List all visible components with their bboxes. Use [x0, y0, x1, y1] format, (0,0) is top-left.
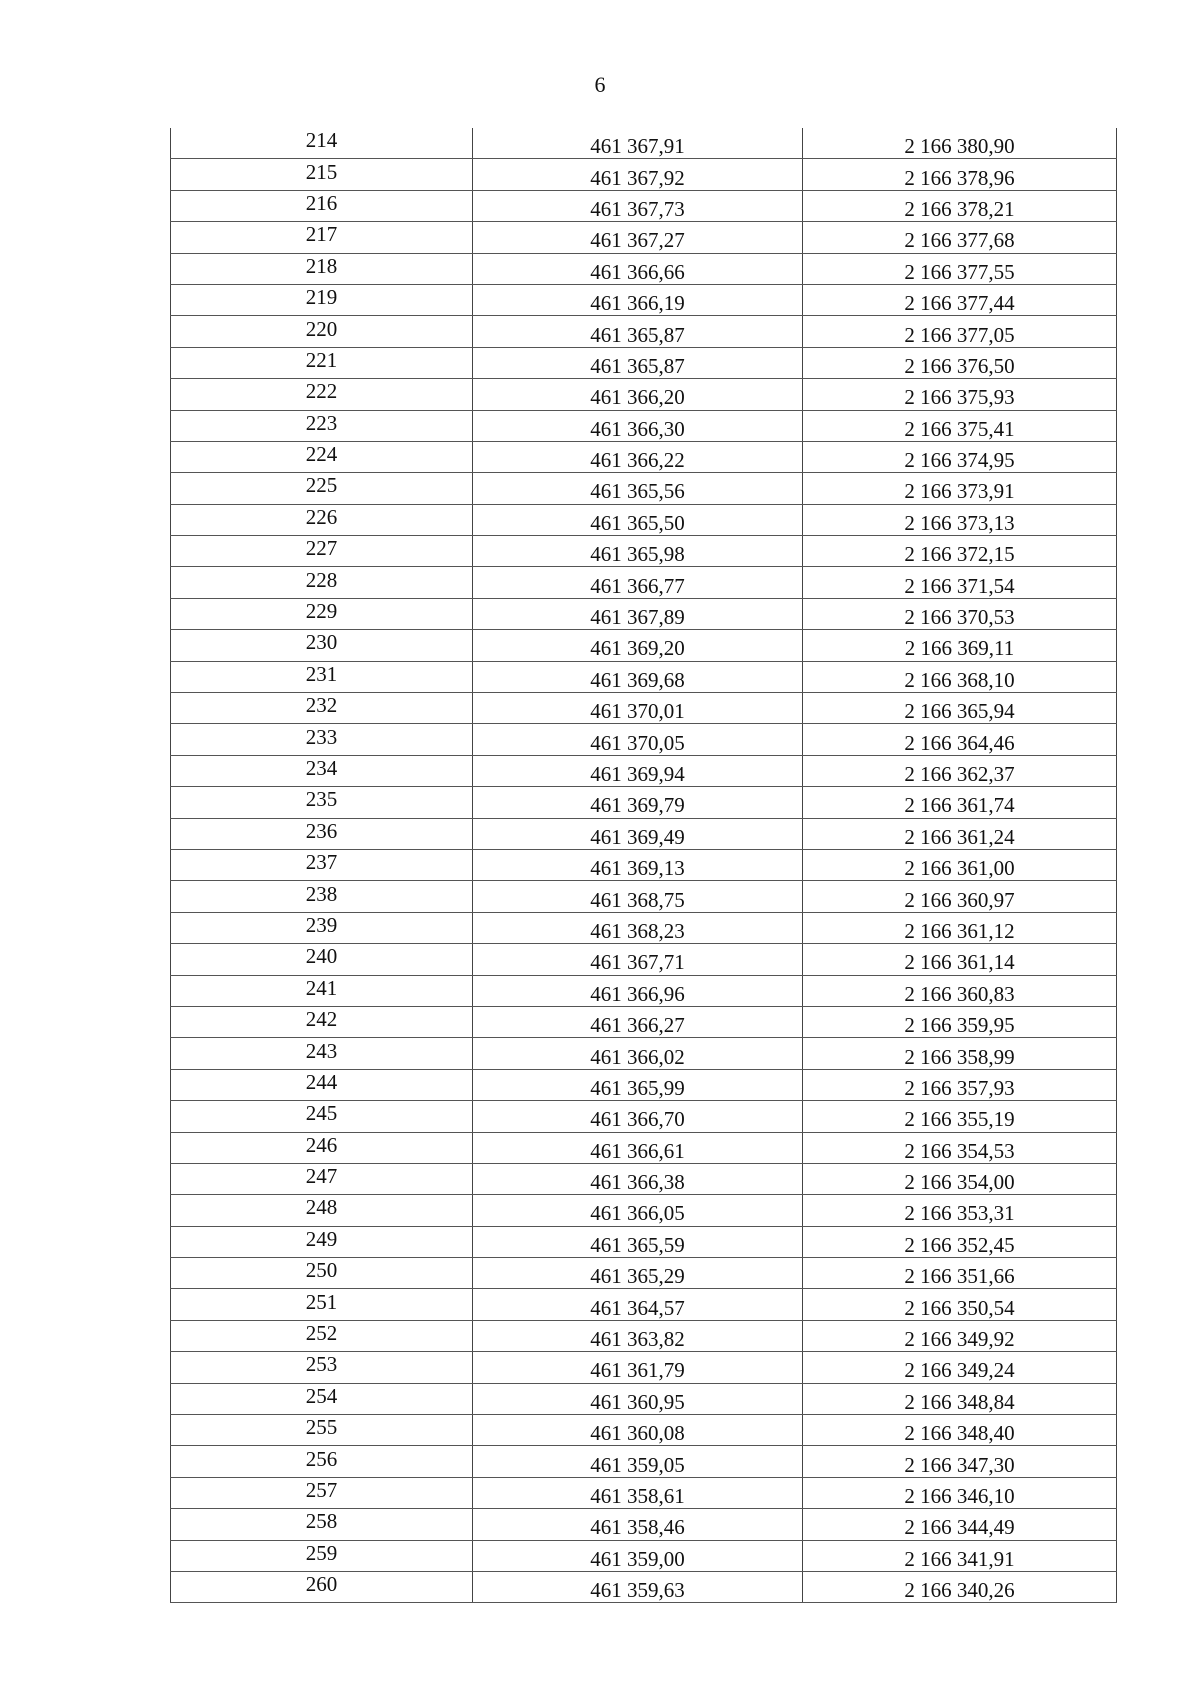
point-number-cell: 244 [171, 1069, 473, 1100]
table-row [171, 1383, 1117, 1414]
point-number-cell: 222 [171, 379, 473, 410]
point-number-cell: 240 [171, 944, 473, 975]
table-row [171, 1195, 1117, 1226]
y-coordinate-cell: 2 166 377,05 [803, 316, 1117, 347]
x-coordinate-cell: 461 366,61 [473, 1132, 803, 1163]
y-coordinate-cell: 2 166 368,10 [803, 661, 1117, 692]
table-row [171, 881, 1117, 912]
x-coordinate-cell: 461 366,05 [473, 1195, 803, 1226]
table-row [171, 1289, 1117, 1320]
x-coordinate-cell: 461 369,68 [473, 661, 803, 692]
y-coordinate-cell: 2 166 376,50 [803, 347, 1117, 378]
point-number-cell: 231 [171, 661, 473, 692]
table-row [171, 253, 1117, 284]
y-coordinate-cell: 2 166 378,96 [803, 159, 1117, 190]
point-number-cell: 216 [171, 190, 473, 221]
table-row [171, 975, 1117, 1006]
table-row [171, 818, 1117, 849]
y-coordinate-cell: 2 166 362,37 [803, 755, 1117, 786]
point-number-cell: 215 [171, 159, 473, 190]
y-coordinate-cell: 2 166 361,14 [803, 944, 1117, 975]
point-number-cell: 229 [171, 598, 473, 629]
table-row [171, 441, 1117, 472]
x-coordinate-cell: 461 370,05 [473, 724, 803, 755]
y-coordinate-cell: 2 166 373,13 [803, 504, 1117, 535]
x-coordinate-cell: 461 365,59 [473, 1226, 803, 1257]
table-row [171, 661, 1117, 692]
table-row [171, 1446, 1117, 1477]
x-coordinate-cell: 461 367,92 [473, 159, 803, 190]
table-row [171, 1006, 1117, 1037]
point-number-cell: 226 [171, 504, 473, 535]
point-number-cell: 238 [171, 881, 473, 912]
table-row [171, 724, 1117, 755]
y-coordinate-cell: 2 166 361,24 [803, 818, 1117, 849]
table-row [171, 284, 1117, 315]
y-coordinate-cell: 2 166 351,66 [803, 1258, 1117, 1289]
table-row [171, 410, 1117, 441]
x-coordinate-cell: 461 360,95 [473, 1383, 803, 1414]
x-coordinate-cell: 461 366,70 [473, 1101, 803, 1132]
point-number-cell: 242 [171, 1006, 473, 1037]
x-coordinate-cell: 461 366,66 [473, 253, 803, 284]
x-coordinate-cell: 461 360,08 [473, 1415, 803, 1446]
point-number-cell: 246 [171, 1132, 473, 1163]
table-row [171, 1540, 1117, 1571]
x-coordinate-cell: 461 365,29 [473, 1258, 803, 1289]
y-coordinate-cell: 2 166 361,12 [803, 912, 1117, 943]
x-coordinate-cell: 461 367,91 [473, 128, 803, 159]
x-coordinate-cell: 461 366,22 [473, 441, 803, 472]
point-number-cell: 239 [171, 912, 473, 943]
table-row [171, 1352, 1117, 1383]
table-row [171, 1258, 1117, 1289]
table-row [171, 1101, 1117, 1132]
y-coordinate-cell: 2 166 380,90 [803, 128, 1117, 159]
x-coordinate-cell: 461 365,56 [473, 473, 803, 504]
y-coordinate-cell: 2 166 350,54 [803, 1289, 1117, 1320]
y-coordinate-cell: 2 166 341,91 [803, 1540, 1117, 1571]
point-number-cell: 255 [171, 1415, 473, 1446]
table-row [171, 598, 1117, 629]
y-coordinate-cell: 2 166 378,21 [803, 190, 1117, 221]
table-row [171, 473, 1117, 504]
coordinates-table [170, 128, 1117, 1603]
point-number-cell: 256 [171, 1446, 473, 1477]
table-row [171, 1038, 1117, 1069]
point-number-cell: 218 [171, 253, 473, 284]
point-number-cell: 252 [171, 1320, 473, 1351]
point-number-cell: 223 [171, 410, 473, 441]
x-coordinate-cell: 461 365,50 [473, 504, 803, 535]
table-row [171, 1132, 1117, 1163]
table-row [171, 1226, 1117, 1257]
point-number-cell: 237 [171, 849, 473, 880]
y-coordinate-cell: 2 166 360,83 [803, 975, 1117, 1006]
x-coordinate-cell: 461 369,20 [473, 630, 803, 661]
table-row [171, 1069, 1117, 1100]
y-coordinate-cell: 2 166 340,26 [803, 1571, 1117, 1602]
point-number-cell: 248 [171, 1195, 473, 1226]
y-coordinate-cell: 2 166 352,45 [803, 1226, 1117, 1257]
x-coordinate-cell: 461 365,99 [473, 1069, 803, 1100]
table-row [171, 849, 1117, 880]
x-coordinate-cell: 461 367,89 [473, 598, 803, 629]
table-row [171, 755, 1117, 786]
y-coordinate-cell: 2 166 375,41 [803, 410, 1117, 441]
x-coordinate-cell: 461 366,77 [473, 567, 803, 598]
y-coordinate-cell: 2 166 371,54 [803, 567, 1117, 598]
point-number-cell: 241 [171, 975, 473, 1006]
x-coordinate-cell: 461 359,00 [473, 1540, 803, 1571]
table-row [171, 912, 1117, 943]
y-coordinate-cell: 2 166 370,53 [803, 598, 1117, 629]
y-coordinate-cell: 2 166 364,46 [803, 724, 1117, 755]
point-number-cell: 247 [171, 1163, 473, 1194]
table-row [171, 128, 1117, 159]
point-number-cell: 217 [171, 222, 473, 253]
y-coordinate-cell: 2 166 361,00 [803, 849, 1117, 880]
point-number-cell: 259 [171, 1540, 473, 1571]
table-row [171, 1163, 1117, 1194]
table-row [171, 693, 1117, 724]
point-number-cell: 254 [171, 1383, 473, 1414]
point-number-cell: 236 [171, 818, 473, 849]
table-row [171, 944, 1117, 975]
table-row [171, 347, 1117, 378]
table-row [171, 1571, 1117, 1602]
point-number-cell: 221 [171, 347, 473, 378]
x-coordinate-cell: 461 367,27 [473, 222, 803, 253]
coordinates-table-body [171, 128, 1117, 1603]
x-coordinate-cell: 461 366,19 [473, 284, 803, 315]
y-coordinate-cell: 2 166 377,68 [803, 222, 1117, 253]
table-row [171, 630, 1117, 661]
table-row [171, 1477, 1117, 1508]
x-coordinate-cell: 461 366,20 [473, 379, 803, 410]
table-row [171, 567, 1117, 598]
point-number-cell: 220 [171, 316, 473, 347]
x-coordinate-cell: 461 365,98 [473, 536, 803, 567]
point-number-cell: 233 [171, 724, 473, 755]
y-coordinate-cell: 2 166 353,31 [803, 1195, 1117, 1226]
y-coordinate-cell: 2 166 349,24 [803, 1352, 1117, 1383]
x-coordinate-cell: 461 359,63 [473, 1571, 803, 1602]
x-coordinate-cell: 461 369,13 [473, 849, 803, 880]
y-coordinate-cell: 2 166 361,74 [803, 787, 1117, 818]
x-coordinate-cell: 461 366,02 [473, 1038, 803, 1069]
x-coordinate-cell: 461 359,05 [473, 1446, 803, 1477]
x-coordinate-cell: 461 369,49 [473, 818, 803, 849]
point-number-cell: 260 [171, 1571, 473, 1602]
y-coordinate-cell: 2 166 357,93 [803, 1069, 1117, 1100]
point-number-cell: 235 [171, 787, 473, 818]
y-coordinate-cell: 2 166 348,40 [803, 1415, 1117, 1446]
x-coordinate-cell: 461 364,57 [473, 1289, 803, 1320]
y-coordinate-cell: 2 166 354,00 [803, 1163, 1117, 1194]
point-number-cell: 249 [171, 1226, 473, 1257]
y-coordinate-cell: 2 166 373,91 [803, 473, 1117, 504]
y-coordinate-cell: 2 166 354,53 [803, 1132, 1117, 1163]
y-coordinate-cell: 2 166 360,97 [803, 881, 1117, 912]
y-coordinate-cell: 2 166 375,93 [803, 379, 1117, 410]
point-number-cell: 214 [171, 128, 473, 159]
x-coordinate-cell: 461 366,38 [473, 1163, 803, 1194]
point-number-cell: 251 [171, 1289, 473, 1320]
point-number-cell: 243 [171, 1038, 473, 1069]
y-coordinate-cell: 2 166 355,19 [803, 1101, 1117, 1132]
point-number-cell: 219 [171, 284, 473, 315]
x-coordinate-cell: 461 367,73 [473, 190, 803, 221]
y-coordinate-cell: 2 166 349,92 [803, 1320, 1117, 1351]
point-number-cell: 225 [171, 473, 473, 504]
table-row [171, 504, 1117, 535]
point-number-cell: 234 [171, 755, 473, 786]
x-coordinate-cell: 461 368,75 [473, 881, 803, 912]
point-number-cell: 232 [171, 693, 473, 724]
y-coordinate-cell: 2 166 348,84 [803, 1383, 1117, 1414]
y-coordinate-cell: 2 166 374,95 [803, 441, 1117, 472]
point-number-cell: 250 [171, 1258, 473, 1289]
point-number-cell: 227 [171, 536, 473, 567]
y-coordinate-cell: 2 166 359,95 [803, 1006, 1117, 1037]
x-coordinate-cell: 461 366,96 [473, 975, 803, 1006]
point-number-cell: 224 [171, 441, 473, 472]
x-coordinate-cell: 461 369,79 [473, 787, 803, 818]
x-coordinate-cell: 461 367,71 [473, 944, 803, 975]
y-coordinate-cell: 2 166 377,55 [803, 253, 1117, 284]
table-row [171, 536, 1117, 567]
point-number-cell: 230 [171, 630, 473, 661]
x-coordinate-cell: 461 365,87 [473, 316, 803, 347]
y-coordinate-cell: 2 166 365,94 [803, 693, 1117, 724]
x-coordinate-cell: 461 361,79 [473, 1352, 803, 1383]
y-coordinate-cell: 2 166 358,99 [803, 1038, 1117, 1069]
table-row [171, 316, 1117, 347]
point-number-cell: 253 [171, 1352, 473, 1383]
point-number-cell: 228 [171, 567, 473, 598]
x-coordinate-cell: 461 366,30 [473, 410, 803, 441]
y-coordinate-cell: 2 166 372,15 [803, 536, 1117, 567]
x-coordinate-cell: 461 369,94 [473, 755, 803, 786]
table-row [171, 222, 1117, 253]
y-coordinate-cell: 2 166 344,49 [803, 1509, 1117, 1540]
table-row [171, 1320, 1117, 1351]
table-row [171, 1415, 1117, 1446]
table-row [171, 190, 1117, 221]
y-coordinate-cell: 2 166 347,30 [803, 1446, 1117, 1477]
page-number: 6 [594, 72, 606, 97]
y-coordinate-cell: 2 166 369,11 [803, 630, 1117, 661]
x-coordinate-cell: 461 358,61 [473, 1477, 803, 1508]
x-coordinate-cell: 461 366,27 [473, 1006, 803, 1037]
table-row [171, 787, 1117, 818]
y-coordinate-cell: 2 166 346,10 [803, 1477, 1117, 1508]
x-coordinate-cell: 461 363,82 [473, 1320, 803, 1351]
table-row [171, 1509, 1117, 1540]
table-row [171, 379, 1117, 410]
x-coordinate-cell: 461 365,87 [473, 347, 803, 378]
point-number-cell: 258 [171, 1509, 473, 1540]
table-row [171, 159, 1117, 190]
point-number-cell: 257 [171, 1477, 473, 1508]
x-coordinate-cell: 461 358,46 [473, 1509, 803, 1540]
y-coordinate-cell: 2 166 377,44 [803, 284, 1117, 315]
x-coordinate-cell: 461 370,01 [473, 693, 803, 724]
x-coordinate-cell: 461 368,23 [473, 912, 803, 943]
point-number-cell: 245 [171, 1101, 473, 1132]
